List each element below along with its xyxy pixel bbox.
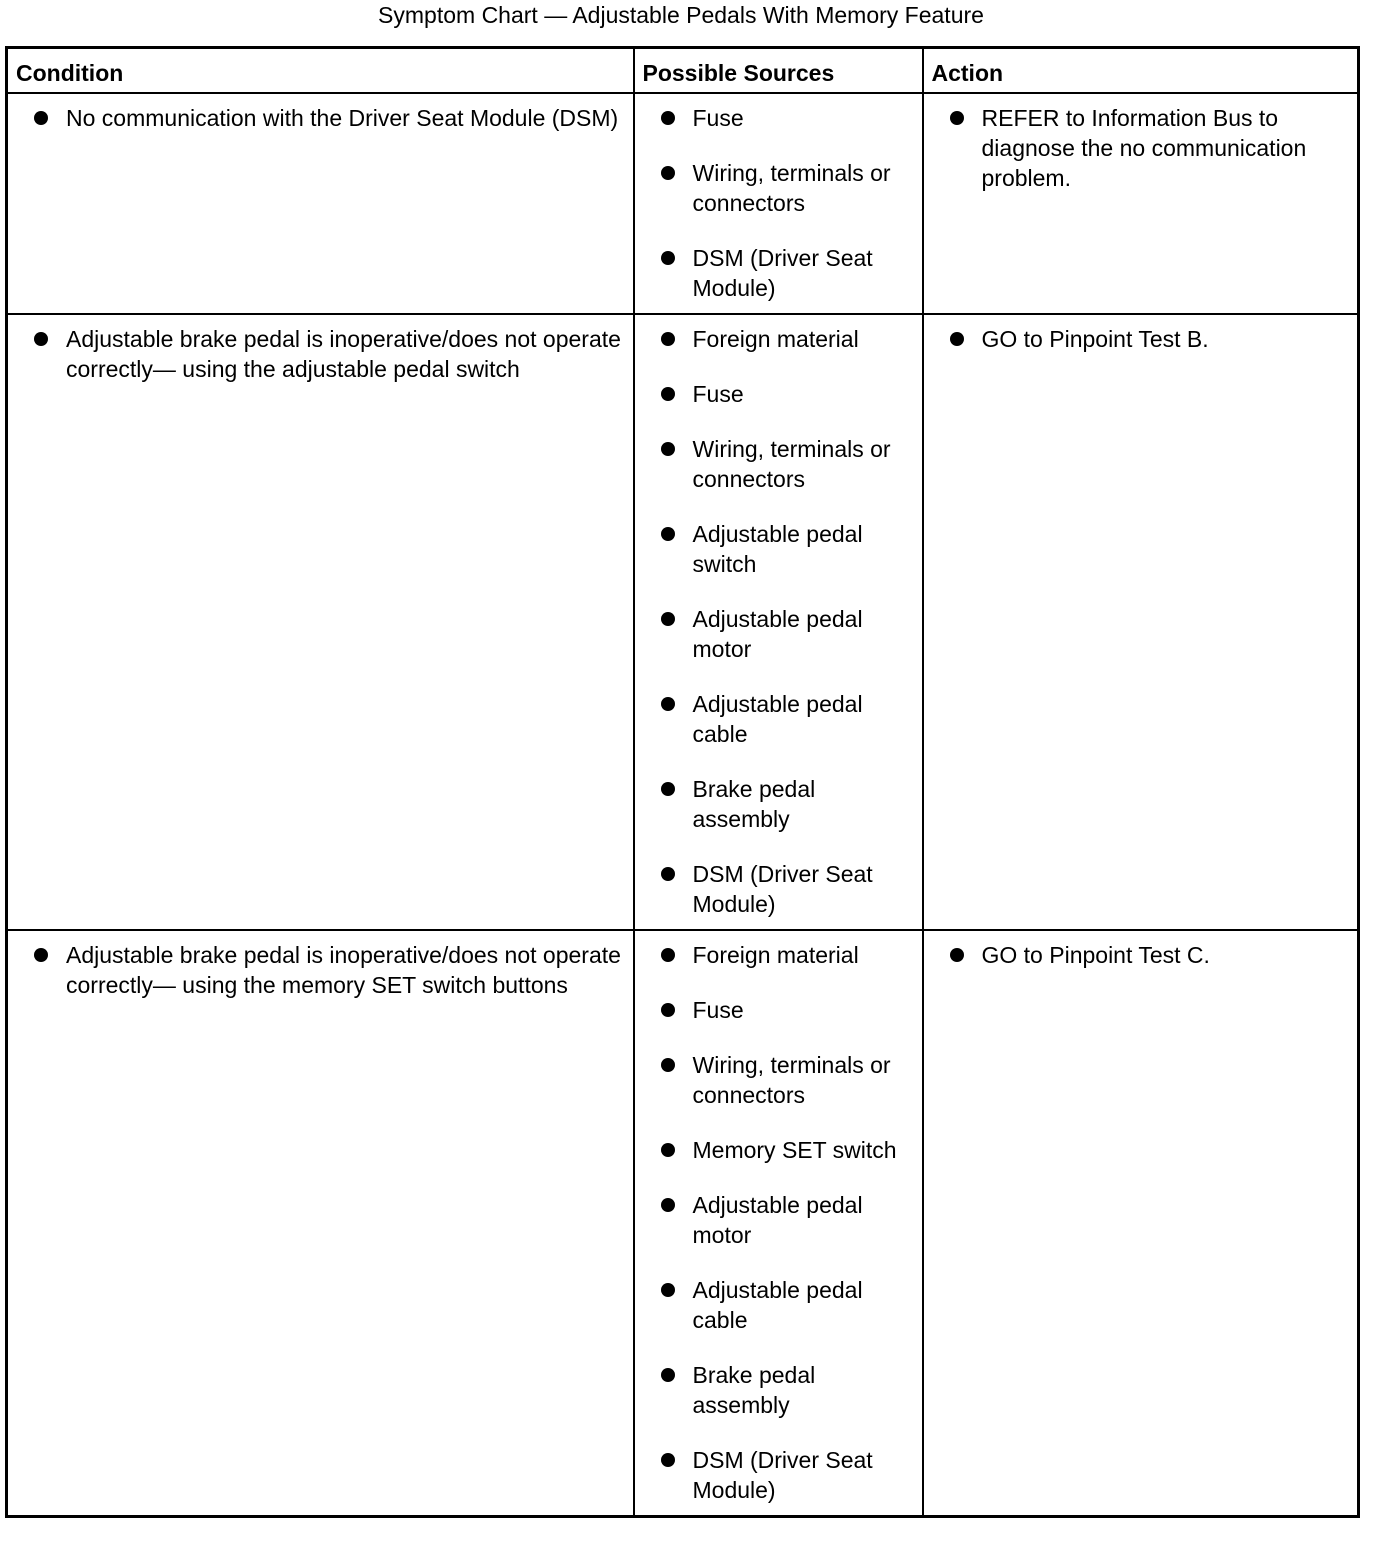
sources-cell [634, 930, 923, 1517]
source-item: Fuse [635, 995, 912, 1025]
source-item: Fuse [635, 103, 912, 133]
source-item: Brake pedal assembly [635, 1360, 912, 1420]
action-text: GO to Pinpoint Test B. [924, 324, 1348, 354]
source-item: DSM (Driver Seat Module) [635, 859, 912, 919]
source-item: Fuse [635, 379, 912, 409]
header-row [7, 48, 1359, 93]
source-item: Adjustable pedal switch [635, 519, 912, 579]
condition-text: No communication with the Driver Seat Module (DSM) [8, 103, 623, 133]
sources-cell [634, 93, 923, 314]
source-item: Adjustable pedal motor [635, 1190, 912, 1250]
source-item: Adjustable pedal cable [635, 689, 912, 749]
condition-text: Adjustable brake pedal is inoperative/does not operate correctly— using the memory SET switch buttons [8, 940, 623, 1000]
source-item: Foreign material [635, 940, 912, 970]
condition-cell [7, 930, 634, 1517]
condition-cell [7, 93, 634, 314]
source-item: DSM (Driver Seat Module) [635, 243, 912, 303]
source-item: Wiring, terminals or connectors [635, 1050, 912, 1110]
table-row [7, 93, 1359, 314]
action-cell [923, 93, 1359, 314]
table-row [7, 314, 1359, 930]
condition-cell [7, 314, 634, 930]
sources-cell [634, 314, 923, 930]
table-row [7, 930, 1359, 1517]
source-item: Memory SET switch [635, 1135, 912, 1165]
source-item: Foreign material [635, 324, 912, 354]
source-item: Wiring, terminals or connectors [635, 158, 912, 218]
action-text: REFER to Information Bus to diagnose the no communication problem. [924, 103, 1348, 193]
source-item: Wiring, terminals or connectors [635, 434, 912, 494]
header-action: Action [923, 48, 1359, 93]
source-item: Brake pedal assembly [635, 774, 912, 834]
source-item: DSM (Driver Seat Module) [635, 1445, 912, 1505]
action-text: GO to Pinpoint Test C. [924, 940, 1348, 970]
action-cell [923, 314, 1359, 930]
header-possible-sources: Possible Sources [634, 48, 923, 93]
action-cell [923, 930, 1359, 1517]
source-item: Adjustable pedal motor [635, 604, 912, 664]
header-condition: Condition [7, 48, 634, 93]
symptom-table [5, 46, 1360, 1518]
condition-text: Adjustable brake pedal is inoperative/does not operate correctly— using the adjustable pedal switch [8, 324, 623, 384]
source-item: Adjustable pedal cable [635, 1275, 912, 1335]
chart-title: Symptom Chart — Adjustable Pedals With Memory Feature [378, 2, 984, 28]
